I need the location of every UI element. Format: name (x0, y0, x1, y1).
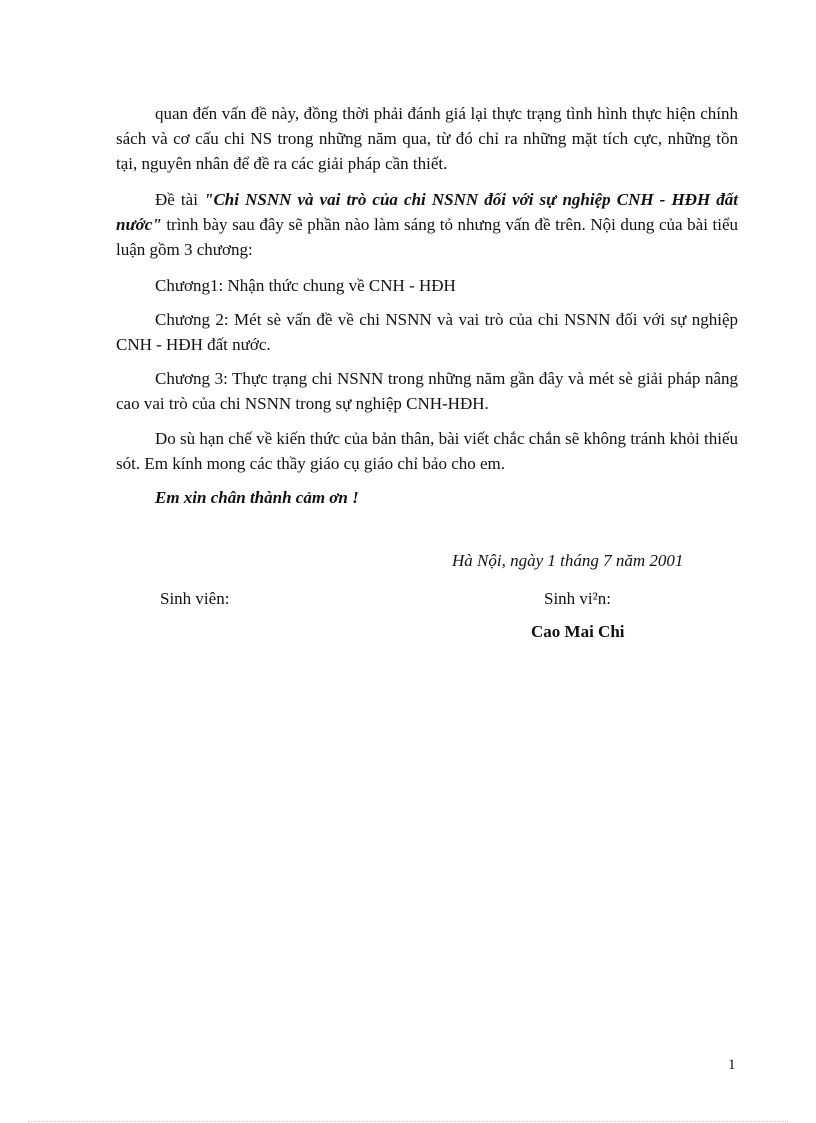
signature-name: Cao Mai Chi (531, 622, 625, 641)
page-number: 1 (728, 1057, 736, 1073)
paragraph-topic (116, 187, 738, 262)
date-line: Hà Nội, ngày 1 tháng 7 năm 2001 (452, 551, 684, 570)
student-label-left: Sinh viên: (160, 589, 230, 608)
paragraph-limitations: Do sù hạn chế về kiến thức của bản thân, bài viết chắc chắn sẽ không tránh khỏi thiếu sót. Em kính mong các thầy giáo cụ giáo chỉ bảo cho em. (116, 429, 738, 473)
topic-lead-text: Đề tài (155, 190, 205, 209)
topic-trailing-text: trình bày sau đây sẽ phần nào làm sáng tỏ nhưng vấn đề trên. Nội dung của bài tiểu luận gồm 3 chương: (116, 215, 738, 259)
topic-title-emphasis: "Chi NSNN và vai trò của chi NSNN đối với sự nghiệp CNH - HĐH đất nước" (116, 190, 738, 234)
paragraph-intro: quan đến vấn đề này, đồng thời phải đánh giá lại thực trạng tình hình thực hiện chính sách và cơ cấu chi NS trong những năm qua, từ đó chỉ ra những mặt tích cực, những tồn tại, nguyên nhân để đề ra các giải pháp cần thiết. (116, 104, 738, 173)
page-bottom-divider (28, 1121, 788, 1122)
student-label-right: Sinh vi²n: (544, 589, 611, 608)
paragraph-chapter-1: Chương1: Nhận thức chung về CNH - HĐH (155, 276, 456, 295)
paragraph-thanks: Em xin chân thành cảm ơn ! (155, 488, 359, 507)
paragraph-chapter-2: Chương 2: Mét sè vấn đề về chi NSNN và vai trò của chi NSNN đối với sự nghiệp CNH - HĐH đất nước. (116, 310, 738, 354)
paragraph-chapter-3: Chương 3: Thực trạng chi NSNN trong những năm gần đây và mét sè giải pháp nâng cao vai trò của chi NSNN trong sự nghiệp CNH-HĐH. (116, 369, 738, 413)
